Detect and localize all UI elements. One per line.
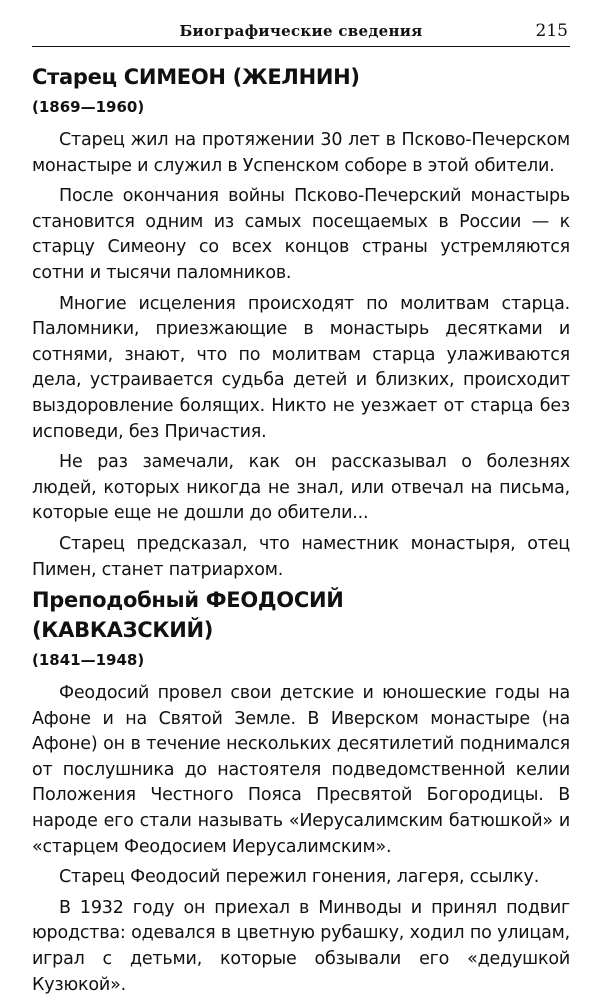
paragraph: Старец Феодосий пережил гонения, лагеря, ссылку. bbox=[59, 867, 540, 888]
entry-years: (1869—1960) bbox=[32, 98, 145, 116]
entry-simeon bbox=[32, 62, 570, 588]
paragraph: Старец жил на протяжении 30 лет в Псково-Печерском монастыре и служил в Успенском соборе в этой обители. bbox=[32, 130, 570, 176]
entry-heading-line2: (КАВКАЗСКИЙ) bbox=[32, 618, 214, 642]
paragraph: Многие исцеления происходят по молитвам старца. Паломники, приезжающие в монастырь десятками и сотнями, знают, что по молитвам старца улаживаются дела, устраивается судьба детей и близких, происходит выздоровление болящих. Никто не уезжает от старца без исповеди, без Причастия. bbox=[32, 293, 570, 442]
paragraph: Не раз замечали, как он рассказывал о болезнях людей, которых никогда не знал, или отвечал на письма, которые еще не дошли до обители... bbox=[32, 452, 570, 524]
entry-heading: Преподобный ФЕОДОСИЙ bbox=[32, 588, 344, 612]
entry-heading: Старец СИМЕОН (ЖЕЛНИН) bbox=[32, 65, 360, 89]
paragraph: В 1932 году он приехал в Минводы и принял подвиг юродства: одевался в цветную рубашку, ходил по улицам, играл с детьми, которые обзывали его «дедушкой Кузюкой». bbox=[32, 897, 570, 995]
entry-feodosiy bbox=[32, 585, 570, 1003]
paragraph: Старец предсказал, что наместник монастыря, отец Пимен, станет патриархом. bbox=[32, 533, 570, 580]
running-head bbox=[32, 20, 570, 47]
running-head-title: Биографические сведения bbox=[179, 22, 423, 40]
page-number: 215 bbox=[535, 21, 568, 41]
entry-years: (1841—1948) bbox=[32, 651, 145, 669]
paragraph: После окончания войны Псково-Печерский монастырь становится одним из самых посещаемых в России — к старцу Симеону со всех концов страны устремляются сотни и тысячи паломников. bbox=[32, 186, 570, 283]
paragraph: Феодосий провел свои детские и юношеские годы на Афоне и на Святой Земле. В Иверском монастыре (на Афоне) он в течение нескольких десятилетий поднимался от послушника до настоятеля подведомственной келии Положения Честного Пояса Пресвятой Богородицы. В народе его стали называть «Иерусалимским батюшкой» и «старцем Феодосием Иерусалимским». bbox=[32, 683, 570, 857]
